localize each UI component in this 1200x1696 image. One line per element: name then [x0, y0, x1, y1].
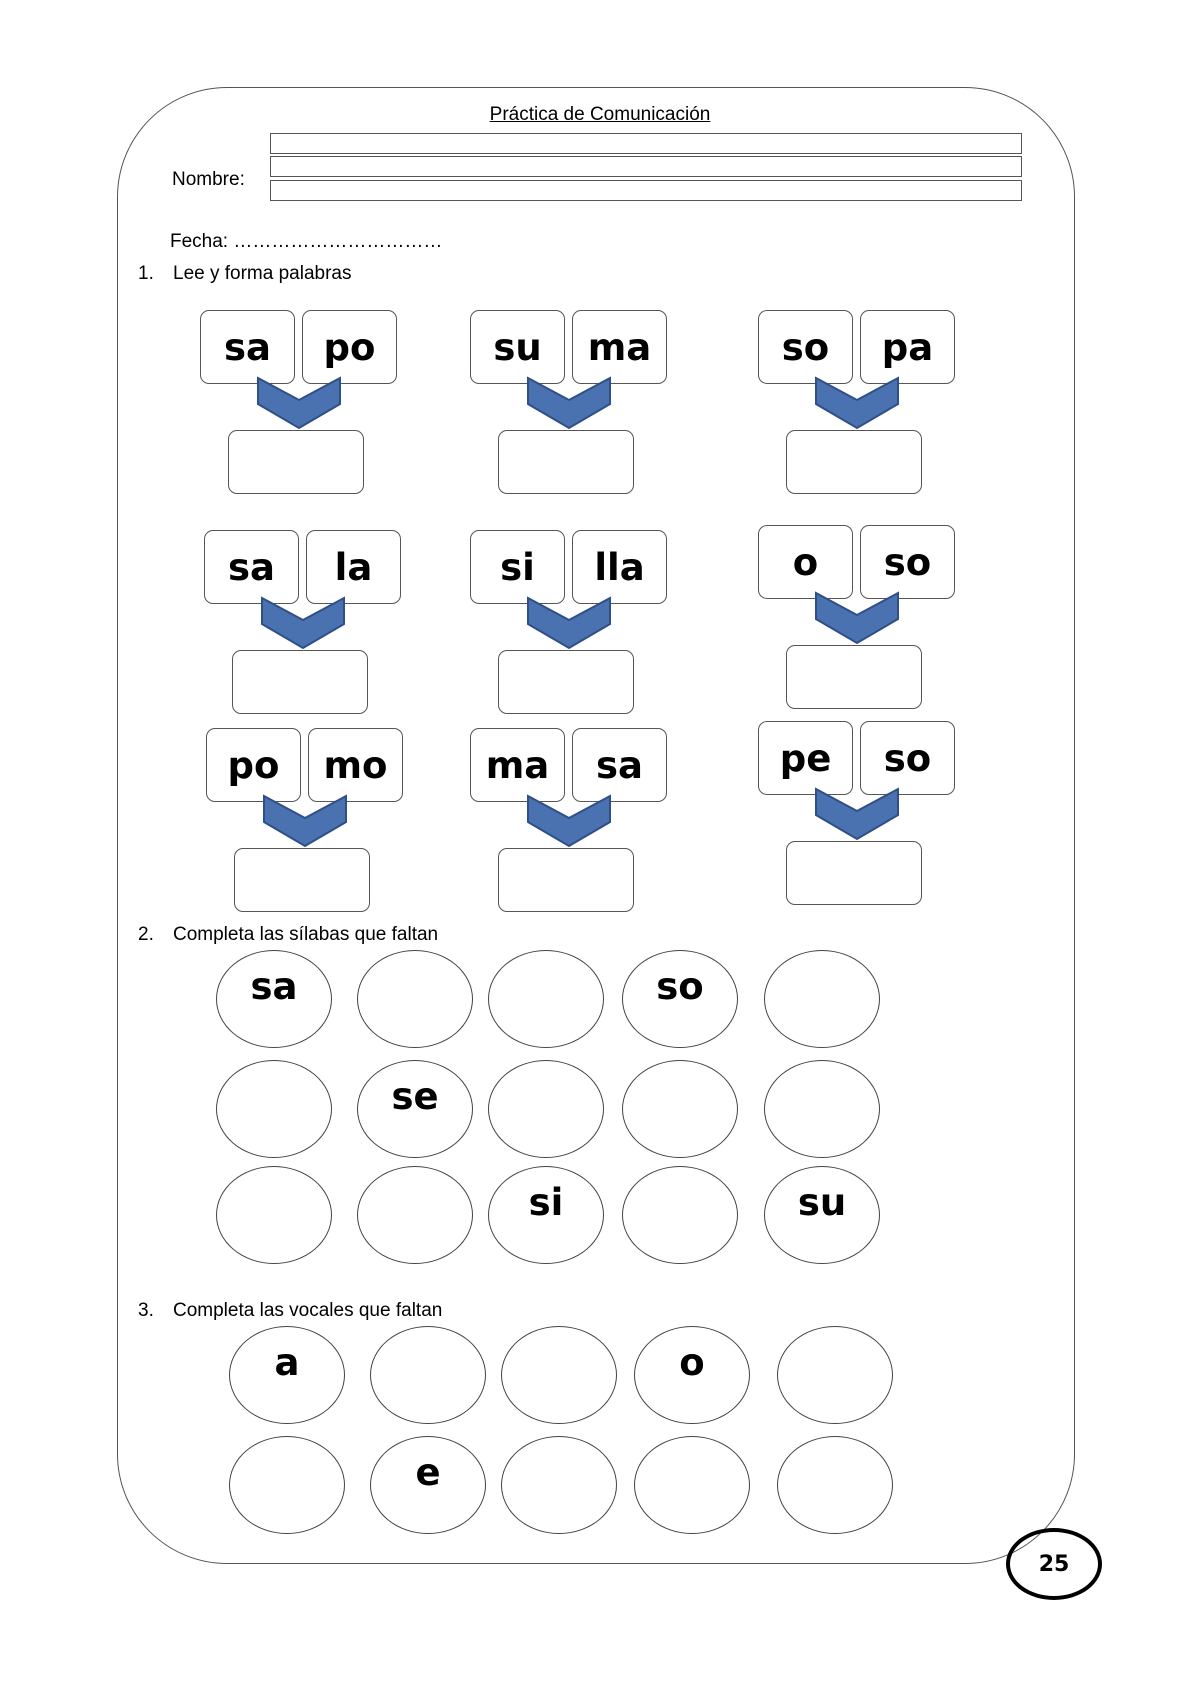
vowel-circle[interactable]: [777, 1326, 893, 1424]
chevron-down-icon: [260, 596, 346, 652]
syllable-circle: sa: [216, 950, 332, 1048]
syllable-card: sa: [572, 728, 667, 802]
syllable-circle: so: [622, 950, 738, 1048]
chevron-down-icon: [526, 794, 612, 850]
section-3-heading: Completa las vocales que faltan: [173, 1300, 443, 1321]
page-title: Práctica de Comunicación: [489, 104, 711, 125]
syllable-card: ma: [470, 728, 565, 802]
syllable-circle: su: [764, 1166, 880, 1264]
vowel-circle: e: [370, 1436, 486, 1534]
syllable-card: la: [306, 530, 401, 604]
syllable-card: su: [470, 310, 565, 384]
word-answer-box[interactable]: [234, 848, 370, 912]
chevron-down-icon: [256, 376, 342, 432]
date-label: Fecha: ……………………………: [170, 231, 443, 252]
vowel-circle[interactable]: [501, 1326, 617, 1424]
chevron-down-icon: [526, 596, 612, 652]
syllable-card: sa: [204, 530, 299, 604]
chevron-down-icon: [526, 376, 612, 432]
syllable-circle[interactable]: [357, 1166, 473, 1264]
syllable-card: so: [758, 310, 853, 384]
syllable-circle[interactable]: [216, 1166, 332, 1264]
syllable-card: so: [860, 525, 955, 599]
syllable-circle: si: [488, 1166, 604, 1264]
name-line-3[interactable]: [270, 180, 1022, 201]
syllable-card: pa: [860, 310, 955, 384]
name-label: Nombre:: [172, 169, 245, 190]
syllable-circle: se: [357, 1060, 473, 1158]
vowel-circle[interactable]: [229, 1436, 345, 1534]
syllable-card: si: [470, 530, 565, 604]
page-number: 25: [1006, 1528, 1102, 1600]
vowel-circle[interactable]: [634, 1436, 750, 1534]
syllable-circle[interactable]: [764, 1060, 880, 1158]
word-answer-box[interactable]: [786, 841, 922, 905]
section-2-heading: Completa las sílabas que faltan: [173, 924, 439, 945]
syllable-card: pe: [758, 721, 853, 795]
syllable-card: o: [758, 525, 853, 599]
syllable-card: so: [860, 721, 955, 795]
word-answer-box[interactable]: [228, 430, 364, 494]
word-answer-box[interactable]: [498, 848, 634, 912]
word-answer-box[interactable]: [232, 650, 368, 714]
section-1-heading: Lee y forma palabras: [173, 263, 352, 284]
vowel-circle[interactable]: [370, 1326, 486, 1424]
syllable-card: lla: [572, 530, 667, 604]
name-line-2[interactable]: [270, 156, 1022, 177]
syllable-card: ma: [572, 310, 667, 384]
syllable-circle[interactable]: [488, 950, 604, 1048]
name-line-1[interactable]: [270, 133, 1022, 154]
word-answer-box[interactable]: [786, 645, 922, 709]
syllable-card: po: [206, 728, 301, 802]
vowel-circle: a: [229, 1326, 345, 1424]
syllable-circle[interactable]: [216, 1060, 332, 1158]
syllable-circle[interactable]: [357, 950, 473, 1048]
chevron-down-icon: [814, 591, 900, 647]
chevron-down-icon: [814, 376, 900, 432]
word-answer-box[interactable]: [498, 430, 634, 494]
vowel-circle[interactable]: [777, 1436, 893, 1534]
word-answer-box[interactable]: [786, 430, 922, 494]
syllable-circle[interactable]: [488, 1060, 604, 1158]
section-3-number: 3.: [138, 1300, 154, 1321]
syllable-circle[interactable]: [622, 1060, 738, 1158]
syllable-card: po: [302, 310, 397, 384]
vowel-circle: o: [634, 1326, 750, 1424]
syllable-card: sa: [200, 310, 295, 384]
vowel-circle[interactable]: [501, 1436, 617, 1534]
syllable-circle[interactable]: [764, 950, 880, 1048]
chevron-down-icon: [262, 794, 348, 850]
word-answer-box[interactable]: [498, 650, 634, 714]
section-1-number: 1.: [138, 263, 154, 284]
section-2-number: 2.: [138, 924, 154, 945]
syllable-circle[interactable]: [622, 1166, 738, 1264]
chevron-down-icon: [814, 787, 900, 843]
syllable-card: mo: [308, 728, 403, 802]
